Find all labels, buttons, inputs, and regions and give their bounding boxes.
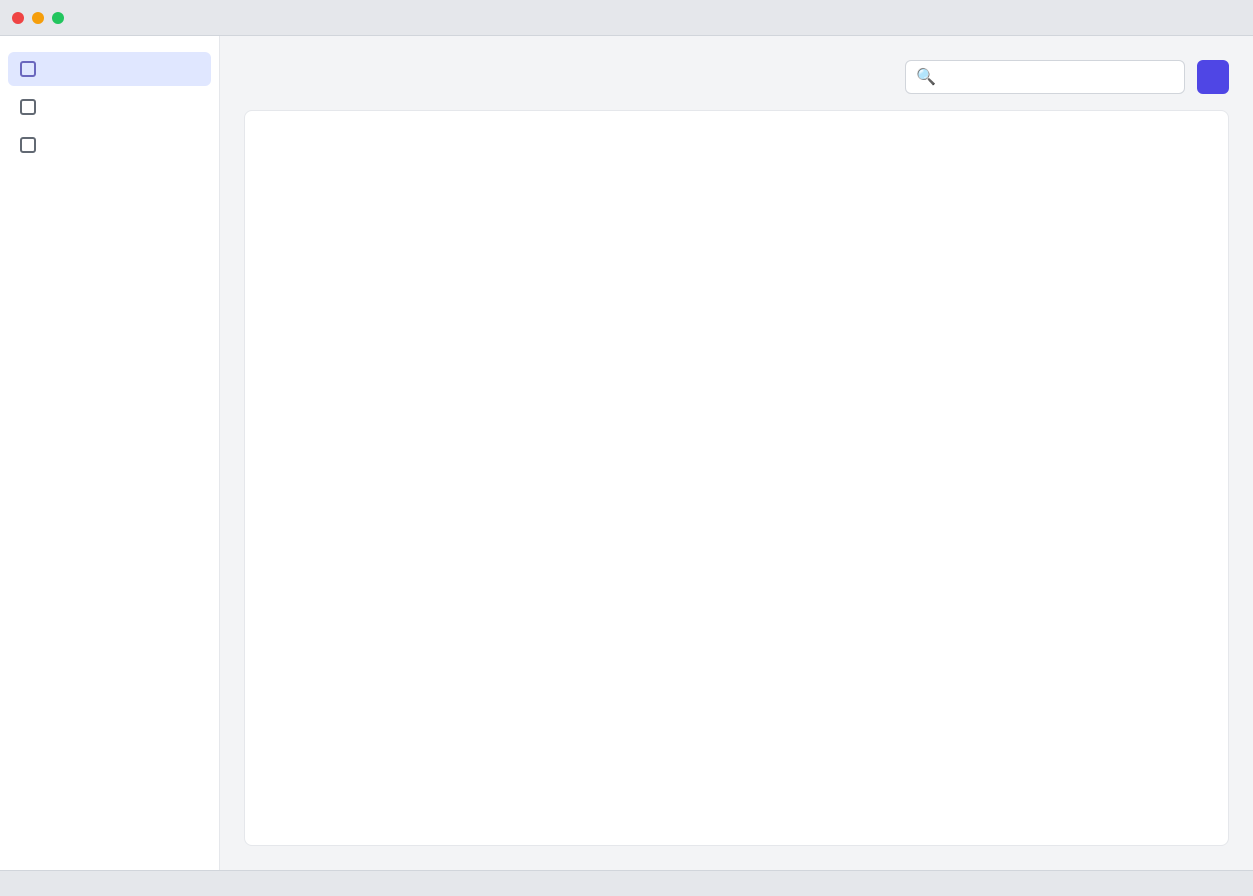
sidebar-item-2[interactable] xyxy=(8,90,211,124)
primary-action-button[interactable] xyxy=(1197,60,1229,94)
maximize-window-button[interactable] xyxy=(52,12,64,24)
nav-icon xyxy=(20,137,36,153)
search-box[interactable] xyxy=(905,60,1185,94)
sidebar-item-3[interactable] xyxy=(8,128,211,162)
sidebar-item-1[interactable] xyxy=(8,52,211,86)
content-panel xyxy=(244,110,1229,846)
main-content xyxy=(220,36,1253,870)
window-body xyxy=(0,36,1253,870)
minimize-window-button[interactable] xyxy=(32,12,44,24)
search-input[interactable] xyxy=(944,70,1174,85)
nav-icon xyxy=(20,99,36,115)
toolbar xyxy=(244,60,1229,94)
close-window-button[interactable] xyxy=(12,12,24,24)
title-bar xyxy=(0,0,1253,36)
sidebar xyxy=(0,36,220,870)
search-icon: 🔍 xyxy=(916,69,936,86)
status-bar xyxy=(0,870,1253,896)
nav-icon xyxy=(20,61,36,77)
